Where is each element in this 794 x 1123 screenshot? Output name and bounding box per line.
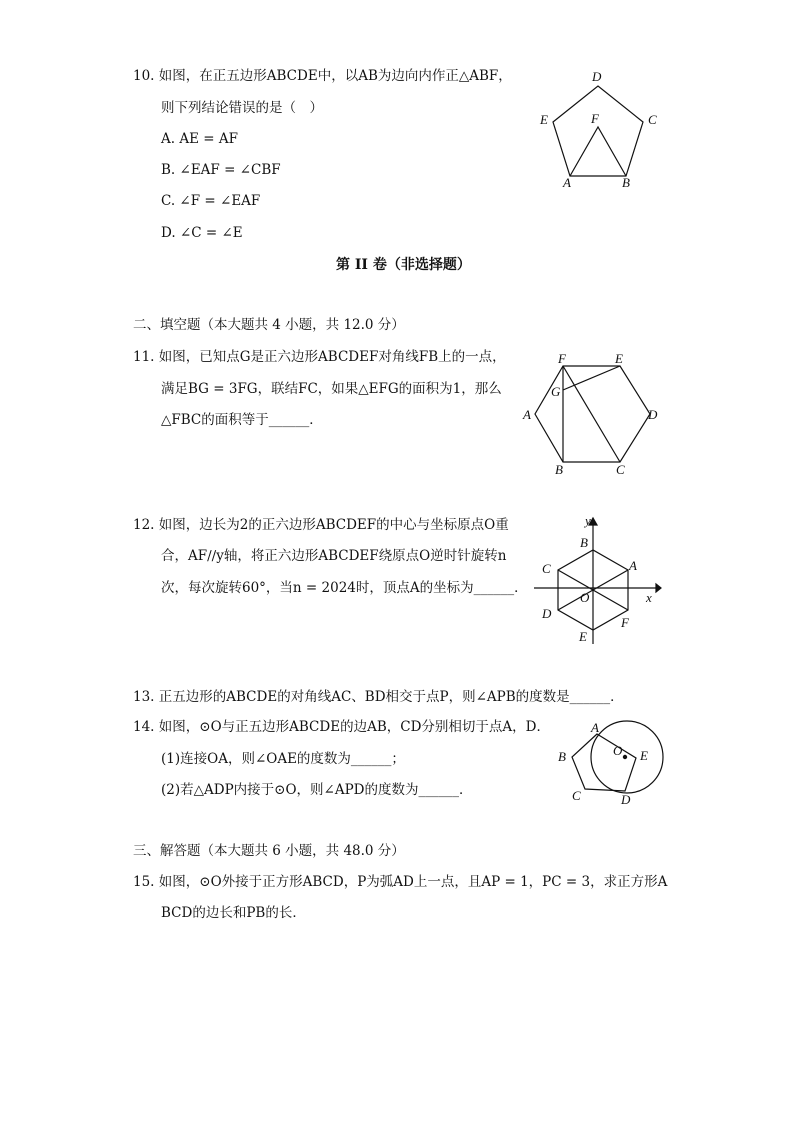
x-axis-arrow [656, 584, 661, 592]
segment-ge [563, 366, 620, 390]
label-o: O [613, 743, 623, 758]
q11-line1: 11. 如图，已知点G是正六边形ABCDEF对角线FB上的一点， [133, 349, 506, 365]
q11-line3: △FBC的面积等于______． [161, 412, 323, 428]
label-y: y [585, 514, 591, 528]
label-b: B [555, 462, 563, 477]
label-e: E [640, 748, 648, 763]
q10-option-a: A. AE = AF [161, 131, 238, 147]
label-d: D [621, 792, 631, 807]
label-b: B [558, 749, 566, 764]
label-a: A [523, 407, 531, 422]
q12-coordinate-hexagon-figure [528, 514, 663, 649]
center-point-o [623, 755, 626, 758]
diagonal-fc [563, 366, 620, 462]
label-b: B [622, 175, 630, 190]
label-a: A [591, 720, 599, 735]
q13-line1: 13. 正五边形的ABCDE的对角线AC、BD相交于点P，则∠APB的度数是______． [133, 689, 624, 705]
q10-stem-line1: 10. 如图，在正五边形ABCDE中，以AB为边向内作正△ABF， [133, 68, 512, 84]
q10-pentagon-figure [530, 62, 670, 197]
hexagon-abcdef [535, 366, 650, 462]
q10-option-b: B. ∠EAF = ∠CBF [161, 162, 281, 178]
q11-hexagon-figure [515, 346, 665, 481]
label-f: F [591, 111, 599, 126]
q12-line3: 次，每次旋转60°，当n = 2024时，顶点A的坐标为______． [161, 580, 528, 596]
label-f: F [558, 351, 566, 366]
part2-title: 第 II 卷（非选择题） [336, 257, 471, 273]
q14-line3: (2)若△ADP内接于⊙O，则∠APD的度数为______． [161, 782, 473, 798]
label-d: D [592, 69, 602, 84]
q12-line1: 12. 如图，边长为2的正六边形ABCDEF的中心与坐标原点O重 [133, 517, 509, 533]
pentagon-abcde [553, 86, 643, 176]
section3-heading: 三、解答题（本大题共 6 小题，共 48.0 分） [133, 843, 405, 859]
section2-heading: 二、填空题（本大题共 4 小题，共 12.0 分） [133, 317, 405, 333]
label-e: E [615, 351, 623, 366]
label-x: x [646, 590, 652, 605]
label-a: A [563, 175, 571, 190]
triangle-abf [570, 127, 626, 176]
label-c: C [648, 112, 657, 127]
label-o: O [580, 590, 590, 605]
label-b: B [580, 535, 588, 550]
q15-line1: 15. 如图，⊙O外接于正方形ABCD，P为弧AD上一点，且AP = 1，PC = 3，求正方形A [133, 874, 668, 890]
label-d: D [648, 407, 658, 422]
pentagon-abcde [572, 734, 636, 791]
label-c: C [572, 788, 581, 803]
q11-line2: 满足BG = 3FG，联结FC，如果△EFG的面积为1，那么 [161, 381, 502, 397]
q10-option-c: C. ∠F = ∠EAF [161, 193, 261, 209]
label-d: D [542, 606, 552, 621]
label-f: F [621, 615, 629, 630]
label-c: C [616, 462, 625, 477]
q10-stem-line2: 则下列结论错误的是（ ） [161, 100, 323, 116]
label-e: E [540, 112, 548, 127]
label-e: E [579, 629, 587, 644]
q10-option-d: D. ∠C = ∠E [161, 225, 243, 241]
q14-circle-pentagon-figure [552, 717, 677, 812]
q12-line2: 合，AF∕∕y轴，将正六边形ABCDEF绕原点O逆时针旋转n [161, 548, 507, 564]
q14-line1: 14. 如图，⊙O与正五边形ABCDE的边AB，CD分别相切于点A，D． [133, 719, 550, 735]
q14-line2: (1)连接OA，则∠OAE的度数为______； [161, 751, 405, 767]
label-g: G [551, 384, 561, 399]
q15-line2: BCD的边长和PB的长． [161, 905, 306, 921]
label-a: A [629, 558, 637, 573]
label-c: C [542, 561, 551, 576]
